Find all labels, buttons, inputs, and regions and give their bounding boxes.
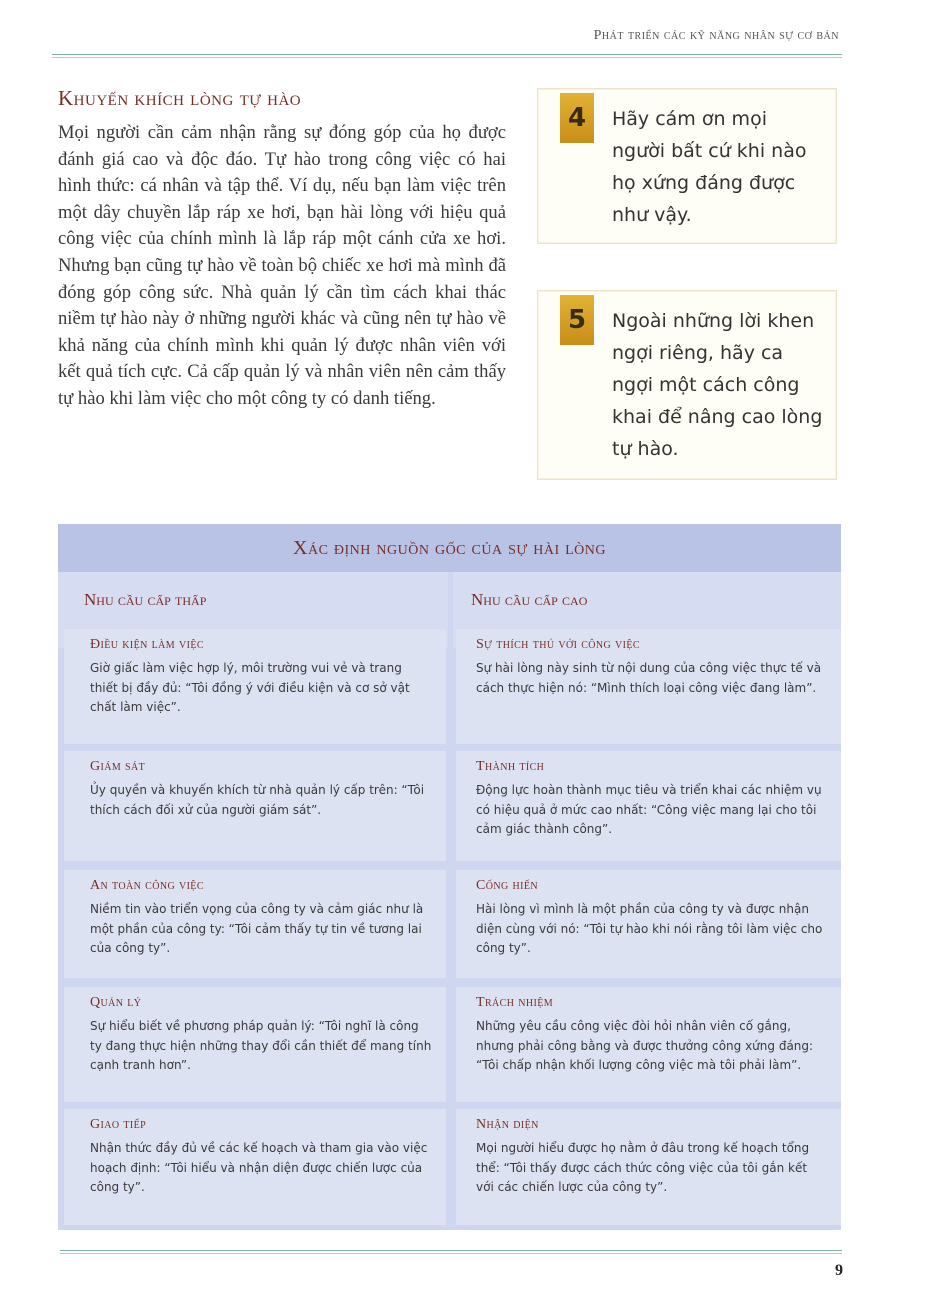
tip-text: Hãy cám ơn mọi người bất cứ khi nào họ xứng đáng được như vậy. <box>612 108 807 226</box>
cell-title: Nhận diện <box>476 1117 539 1132</box>
satisfaction-table <box>58 524 841 1230</box>
table-cell-right-3 <box>456 870 841 978</box>
cell-title: Giao tiếp <box>90 1117 147 1132</box>
cell-title: An toàn công việc <box>90 878 204 893</box>
page-number: 9 <box>835 1262 843 1279</box>
cell-text: Mọi người hiểu được họ nằm ở đâu trong kế hoạch tổng thể: “Tôi thấy được cách thức công việc của tôi gắn kết với các chiến lược của công ty”. <box>476 1141 810 1194</box>
cell-title: Điều kiện làm việc <box>90 637 204 652</box>
top-rule-secondary <box>52 57 842 58</box>
tip-box-4 <box>537 88 837 244</box>
table-title: Xác định nguồn gốc của sự hài lòng <box>58 524 841 572</box>
cell-text: Những yêu cầu công việc đòi hỏi nhân viên cố gắng, nhưng phải công bằng và được thưởng công xứng đáng: “Tôi chấp nhận khối lượng công việc mà tôi phải làm”. <box>476 1019 814 1072</box>
section-body: Mọi người cần cảm nhận rằng sự đóng góp của họ được đánh giá cao và độc đáo. Tự hào trong công việc có hai hình thức: cá nhân và tập thể. Ví dụ, nếu bạn làm việc trên một dây chuyền lắp ráp xe hơi, bạn hài lòng với hiệu quả công việc của chính mình là lắp ráp một cánh cửa xe hơi. Nhưng bạn cũng tự hào về toàn bộ chiếc xe hơi mà mình đã đóng góp công sức. Nhà quản lý cần tìm cách khai thác niềm tự hào này ở những người khác và cũng nên tự hào về khả năng của chính mình khi quản lý được nhân viên với kết quả tích cực. Cả cấp quản lý và nhân viên nên cảm thấy tự hào khi làm việc cho một công ty có danh tiếng. <box>58 122 506 409</box>
cell-text: Nhận thức đầy đủ về các kế hoạch và tham gia vào việc hoạch định: “Tôi hiểu và nhận diện được chiến lược của công ty”. <box>90 1141 428 1194</box>
table-cell-right-1 <box>456 629 841 744</box>
cell-title: Quản lý <box>90 995 142 1010</box>
right-column-header: Nhu cầu cấp cao <box>453 572 841 648</box>
table-cell-left-4 <box>64 987 446 1102</box>
section-heading: Khuyến khích lòng tự hào <box>58 86 302 110</box>
cell-title: Trách nhiệm <box>476 995 554 1010</box>
top-rule <box>52 54 842 55</box>
left-column-header: Nhu cầu cấp thấp <box>58 572 448 648</box>
tip-number-badge: 5 <box>560 295 594 345</box>
tip-number-badge: 4 <box>560 93 594 143</box>
tip-text: Ngoài những lời khen ngợi riêng, hãy ca ngợi một cách công khai để nâng cao lòng tự hào. <box>612 310 823 460</box>
cell-text: Sự hài lòng này sinh từ nội dung của công việc thực tế và cách thực hiện nó: “Mình thích loại công việc đang làm”. <box>476 661 822 695</box>
table-cell-right-4 <box>456 987 841 1102</box>
cell-text: Sự hiểu biết về phương pháp quản lý: “Tôi nghĩ là công ty đang thực hiện những thay đổi cần thiết để mang tính cạnh tranh hơn”. <box>90 1019 432 1072</box>
bottom-rule-secondary <box>60 1253 842 1254</box>
tip-box-5 <box>537 290 837 480</box>
cell-title: Sự thích thú với công việc <box>476 637 640 652</box>
bottom-rule <box>60 1250 842 1251</box>
running-head: Phát triển các kỹ năng nhân sự cơ bản <box>593 28 839 43</box>
table-cell-left-2 <box>64 751 446 861</box>
cell-title: Cống hiến <box>476 878 538 893</box>
cell-text: Hài lòng vì mình là một phần của công ty và được nhận diện cùng với nó: “Tôi tự hào khi nói rằng tôi làm việc cho công ty”. <box>476 902 823 955</box>
cell-title: Giám sát <box>90 759 146 774</box>
cell-text: Niềm tin vào triển vọng của công ty và cảm giác như là một phần của công ty: “Tôi cảm thấy tự tin về tương lai của công ty”. <box>90 902 424 955</box>
cell-text: Ủy quyền và khuyến khích từ nhà quản lý cấp trên: “Tôi thích cách đối xử của người giám sát”. <box>90 783 425 817</box>
table-cell-left-1 <box>64 629 446 744</box>
cell-text: Động lực hoàn thành mục tiêu và triển khai các nhiệm vụ có hiệu quả ở mức cao nhất: “Công việc mang lại cho tôi cảm giác thành công”. <box>476 783 822 836</box>
table-cell-left-3 <box>64 870 446 978</box>
table-cell-right-5 <box>456 1109 841 1225</box>
table-cell-right-2 <box>456 751 841 861</box>
cell-text: Giờ giấc làm việc hợp lý, môi trường vui vẻ và trang thiết bị đầy đủ: “Tôi đồng ý với điều kiện và cơ sở vật chất làm việc”. <box>90 661 410 714</box>
cell-title: Thành tích <box>476 759 545 774</box>
table-cell-left-5 <box>64 1109 446 1225</box>
